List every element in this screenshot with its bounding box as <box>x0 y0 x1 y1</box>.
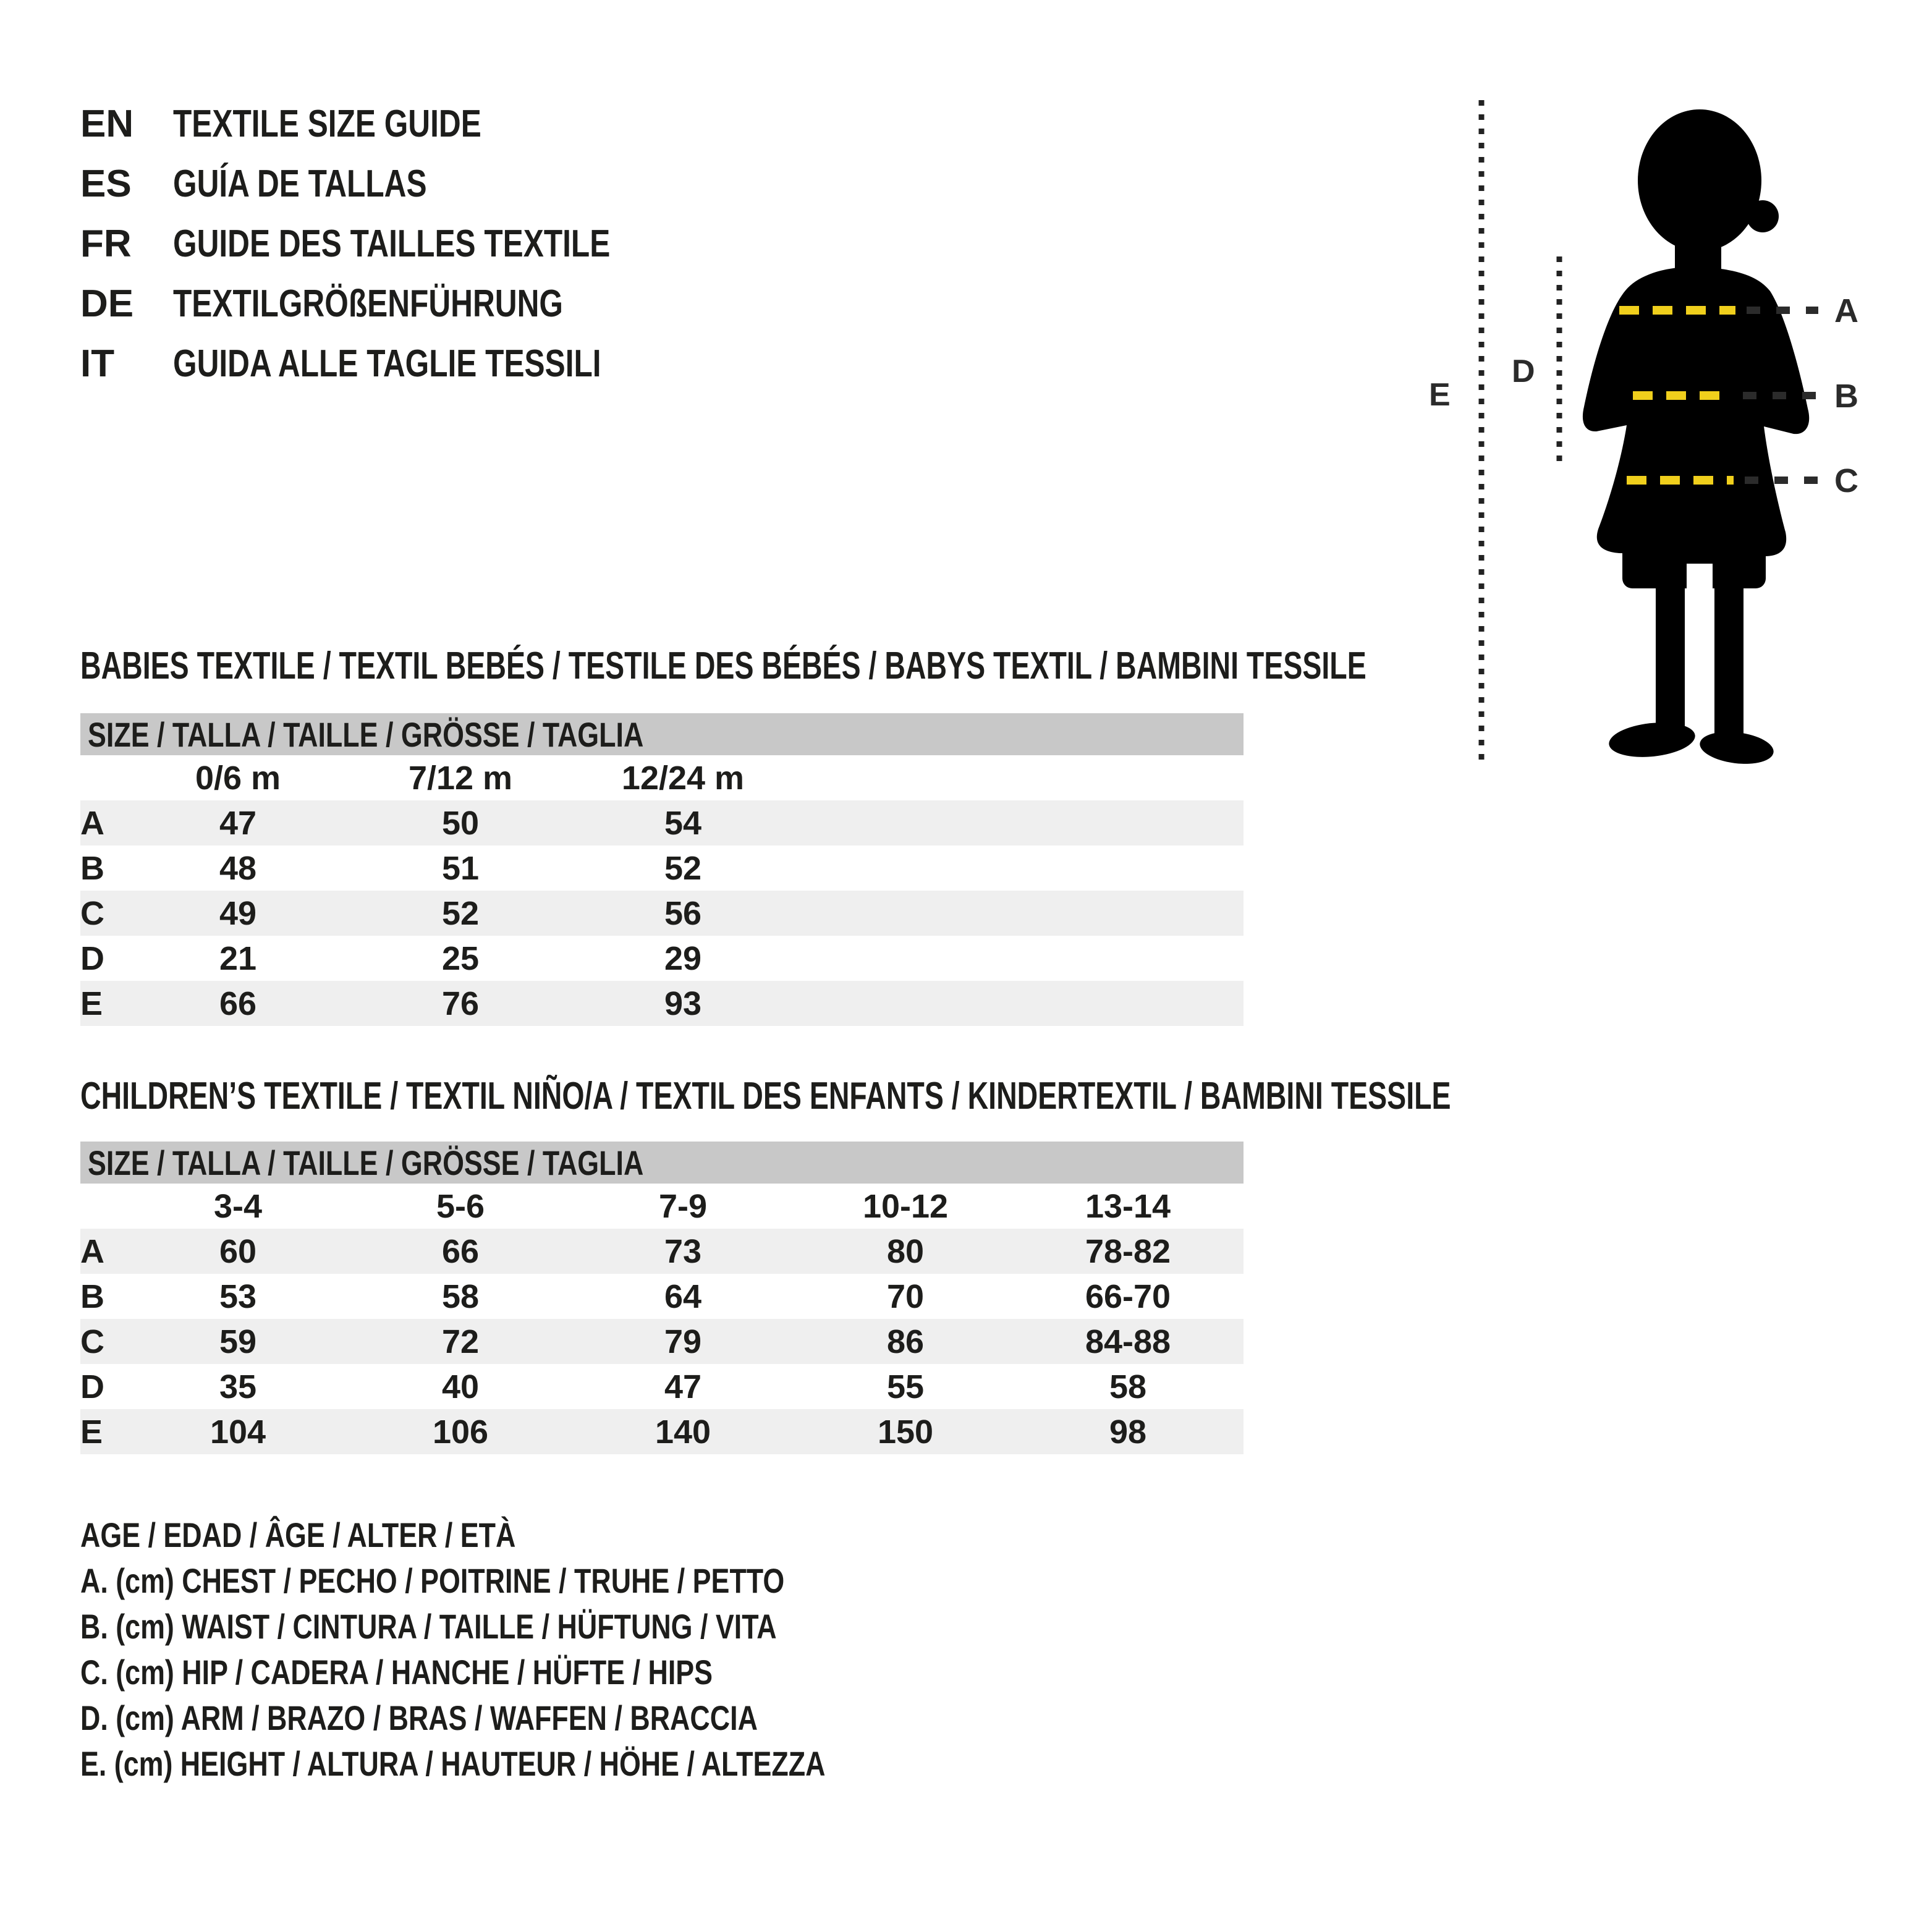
table-row-a <box>80 1229 1244 1274</box>
column-header: 10-12 <box>862 1187 949 1225</box>
language-code: EN <box>80 103 134 145</box>
measurement-legend <box>80 1512 1012 1786</box>
legend-line-arm <box>80 1695 1012 1740</box>
babies-column-header-row <box>80 755 1244 800</box>
language-code: DE <box>80 282 134 325</box>
cell: 104 <box>210 1413 266 1451</box>
babies-section-title <box>80 644 1795 687</box>
guide-title: GUIDA ALLE TAGLIE TESSILI <box>173 342 601 385</box>
cell: 79 <box>664 1323 702 1360</box>
legend-text: B. (cm) WAIST / CINTURA / TAILLE / HÜFTUNG / VITA <box>80 1606 777 1646</box>
babies-size-header-bar <box>80 713 1244 755</box>
cell: 50 <box>441 804 480 842</box>
silhouette-leg-gap <box>1687 564 1713 590</box>
cell: 106 <box>432 1413 489 1451</box>
language-row-fr <box>80 214 719 274</box>
table-row-b <box>80 1274 1244 1319</box>
cell: 64 <box>664 1277 702 1315</box>
language-code: FR <box>80 222 132 265</box>
cell: 55 <box>886 1368 925 1405</box>
legend-line-height <box>80 1740 1012 1786</box>
cell: 66-70 <box>1085 1277 1171 1315</box>
column-header: 12/24 m <box>621 759 745 797</box>
table-row-d <box>80 1364 1244 1409</box>
row-label: A <box>80 804 104 842</box>
language-row-es <box>80 154 719 214</box>
row-label: D <box>80 939 104 977</box>
babies-size-header-text: SIZE / TALLA / TAILLE / GRÖSSE / TAGLIA <box>88 714 644 754</box>
cell: 70 <box>886 1277 925 1315</box>
cell: 73 <box>664 1232 702 1270</box>
table-row-e <box>80 1409 1244 1454</box>
children-section-title <box>80 1074 1908 1117</box>
table-row-c <box>80 1319 1244 1364</box>
table-row-e <box>80 981 1244 1026</box>
cell: 21 <box>219 939 257 977</box>
legend-line-waist <box>80 1603 1012 1649</box>
cell: 98 <box>1109 1413 1147 1451</box>
measurement-figure <box>1409 87 1932 810</box>
language-row-de <box>80 274 719 334</box>
cell: 58 <box>441 1277 480 1315</box>
children-column-header-row <box>80 1184 1244 1229</box>
column-header: 13-14 <box>1085 1187 1171 1225</box>
cell: 78-82 <box>1085 1232 1171 1270</box>
silhouette-head <box>1638 109 1761 252</box>
guide-title: TEXTILGRÖßENFÜHRUNG <box>173 282 563 325</box>
cell: 49 <box>219 894 257 932</box>
measure-label-e: E <box>1429 377 1451 413</box>
cell: 40 <box>441 1368 480 1405</box>
language-code: IT <box>80 342 115 385</box>
column-header: 0/6 m <box>195 759 281 797</box>
measure-label-a: A <box>1834 292 1858 329</box>
cell: 76 <box>441 985 480 1022</box>
cell: 35 <box>219 1368 257 1405</box>
row-label: E <box>80 985 103 1022</box>
cell: 47 <box>664 1368 702 1405</box>
table-row-b <box>80 845 1244 891</box>
language-title-list <box>80 94 719 394</box>
table-row-c <box>80 891 1244 936</box>
cell: 52 <box>441 894 480 932</box>
row-label: A <box>80 1232 104 1270</box>
children-size-header-bar <box>80 1142 1244 1184</box>
legend-line-chest <box>80 1557 1012 1603</box>
row-label: B <box>80 1277 104 1315</box>
cell: 25 <box>441 939 480 977</box>
children-size-header-text: SIZE / TALLA / TAILLE / GRÖSSE / TAGLIA <box>88 1143 644 1182</box>
row-label: E <box>80 1413 103 1451</box>
legend-line-hip <box>80 1649 1012 1695</box>
cell: 47 <box>219 804 257 842</box>
language-row-it <box>80 334 719 394</box>
language-code: ES <box>80 163 132 205</box>
column-header: 5-6 <box>436 1187 485 1225</box>
cell: 140 <box>655 1413 711 1451</box>
legend-line-age <box>80 1512 1012 1557</box>
cell: 80 <box>886 1232 925 1270</box>
measure-label-c: C <box>1834 462 1858 499</box>
cell: 29 <box>664 939 702 977</box>
cell: 48 <box>219 849 257 887</box>
row-label: C <box>80 1323 104 1360</box>
cell: 86 <box>886 1323 925 1360</box>
table-row-a <box>80 800 1244 845</box>
silhouette-ear <box>1747 200 1779 232</box>
legend-text: C. (cm) HIP / CADERA / HANCHE / HÜFTE / HIPS <box>80 1652 713 1692</box>
guide-title: TEXTILE SIZE GUIDE <box>173 103 481 145</box>
children-section-title-text: CHILDREN’S TEXTILE / TEXTIL NIÑO/A / TEXTIL DES ENFANTS / KINDERTEXTIL / BAMBINI TESSILE <box>80 1074 1451 1117</box>
measure-label-b: B <box>1834 378 1858 415</box>
cell: 53 <box>219 1277 257 1315</box>
cell: 84-88 <box>1085 1323 1171 1360</box>
babies-section-title-text: BABIES TEXTILE / TEXTIL BEBÉS / TESTILE DES BÉBÉS / BABYS TEXTIL / BAMBINI TESSILE <box>80 644 1366 687</box>
column-header: 3-4 <box>213 1187 263 1225</box>
babies-size-table <box>80 713 1244 1026</box>
legend-text: D. (cm) ARM / BRAZO / BRAS / WAFFEN / BRACCIA <box>80 1698 758 1737</box>
cell: 58 <box>1109 1368 1147 1405</box>
cell: 93 <box>664 985 702 1022</box>
cell: 51 <box>441 849 480 887</box>
cell: 54 <box>664 804 702 842</box>
column-header: 7/12 m <box>408 759 513 797</box>
silhouette-right-shoe <box>1698 728 1775 768</box>
cell: 72 <box>441 1323 480 1360</box>
row-label: B <box>80 849 104 887</box>
cell: 66 <box>219 985 257 1022</box>
cell: 66 <box>441 1232 480 1270</box>
cell: 59 <box>219 1323 257 1360</box>
column-header: 7-9 <box>658 1187 708 1225</box>
guide-title: GUÍA DE TALLAS <box>173 163 427 205</box>
legend-text: A. (cm) CHEST / PECHO / POITRINE / TRUHE / PETTO <box>80 1561 785 1600</box>
cell: 52 <box>664 849 702 887</box>
legend-text: E. (cm) HEIGHT / ALTURA / HAUTEUR / HÖHE / ALTEZZA <box>80 1743 826 1783</box>
row-label: D <box>80 1368 104 1405</box>
legend-text: AGE / EDAD / ÂGE / ALTER / ETÀ <box>80 1515 516 1554</box>
children-size-table <box>80 1142 1244 1454</box>
cell: 60 <box>219 1232 257 1270</box>
table-row-d <box>80 936 1244 981</box>
guide-title: GUIDE DES TAILLES TEXTILE <box>173 222 611 265</box>
cell: 56 <box>664 894 702 932</box>
language-row-en <box>80 94 719 154</box>
cell: 150 <box>877 1413 934 1451</box>
measure-label-d: D <box>1512 354 1535 389</box>
row-label: C <box>80 894 104 932</box>
